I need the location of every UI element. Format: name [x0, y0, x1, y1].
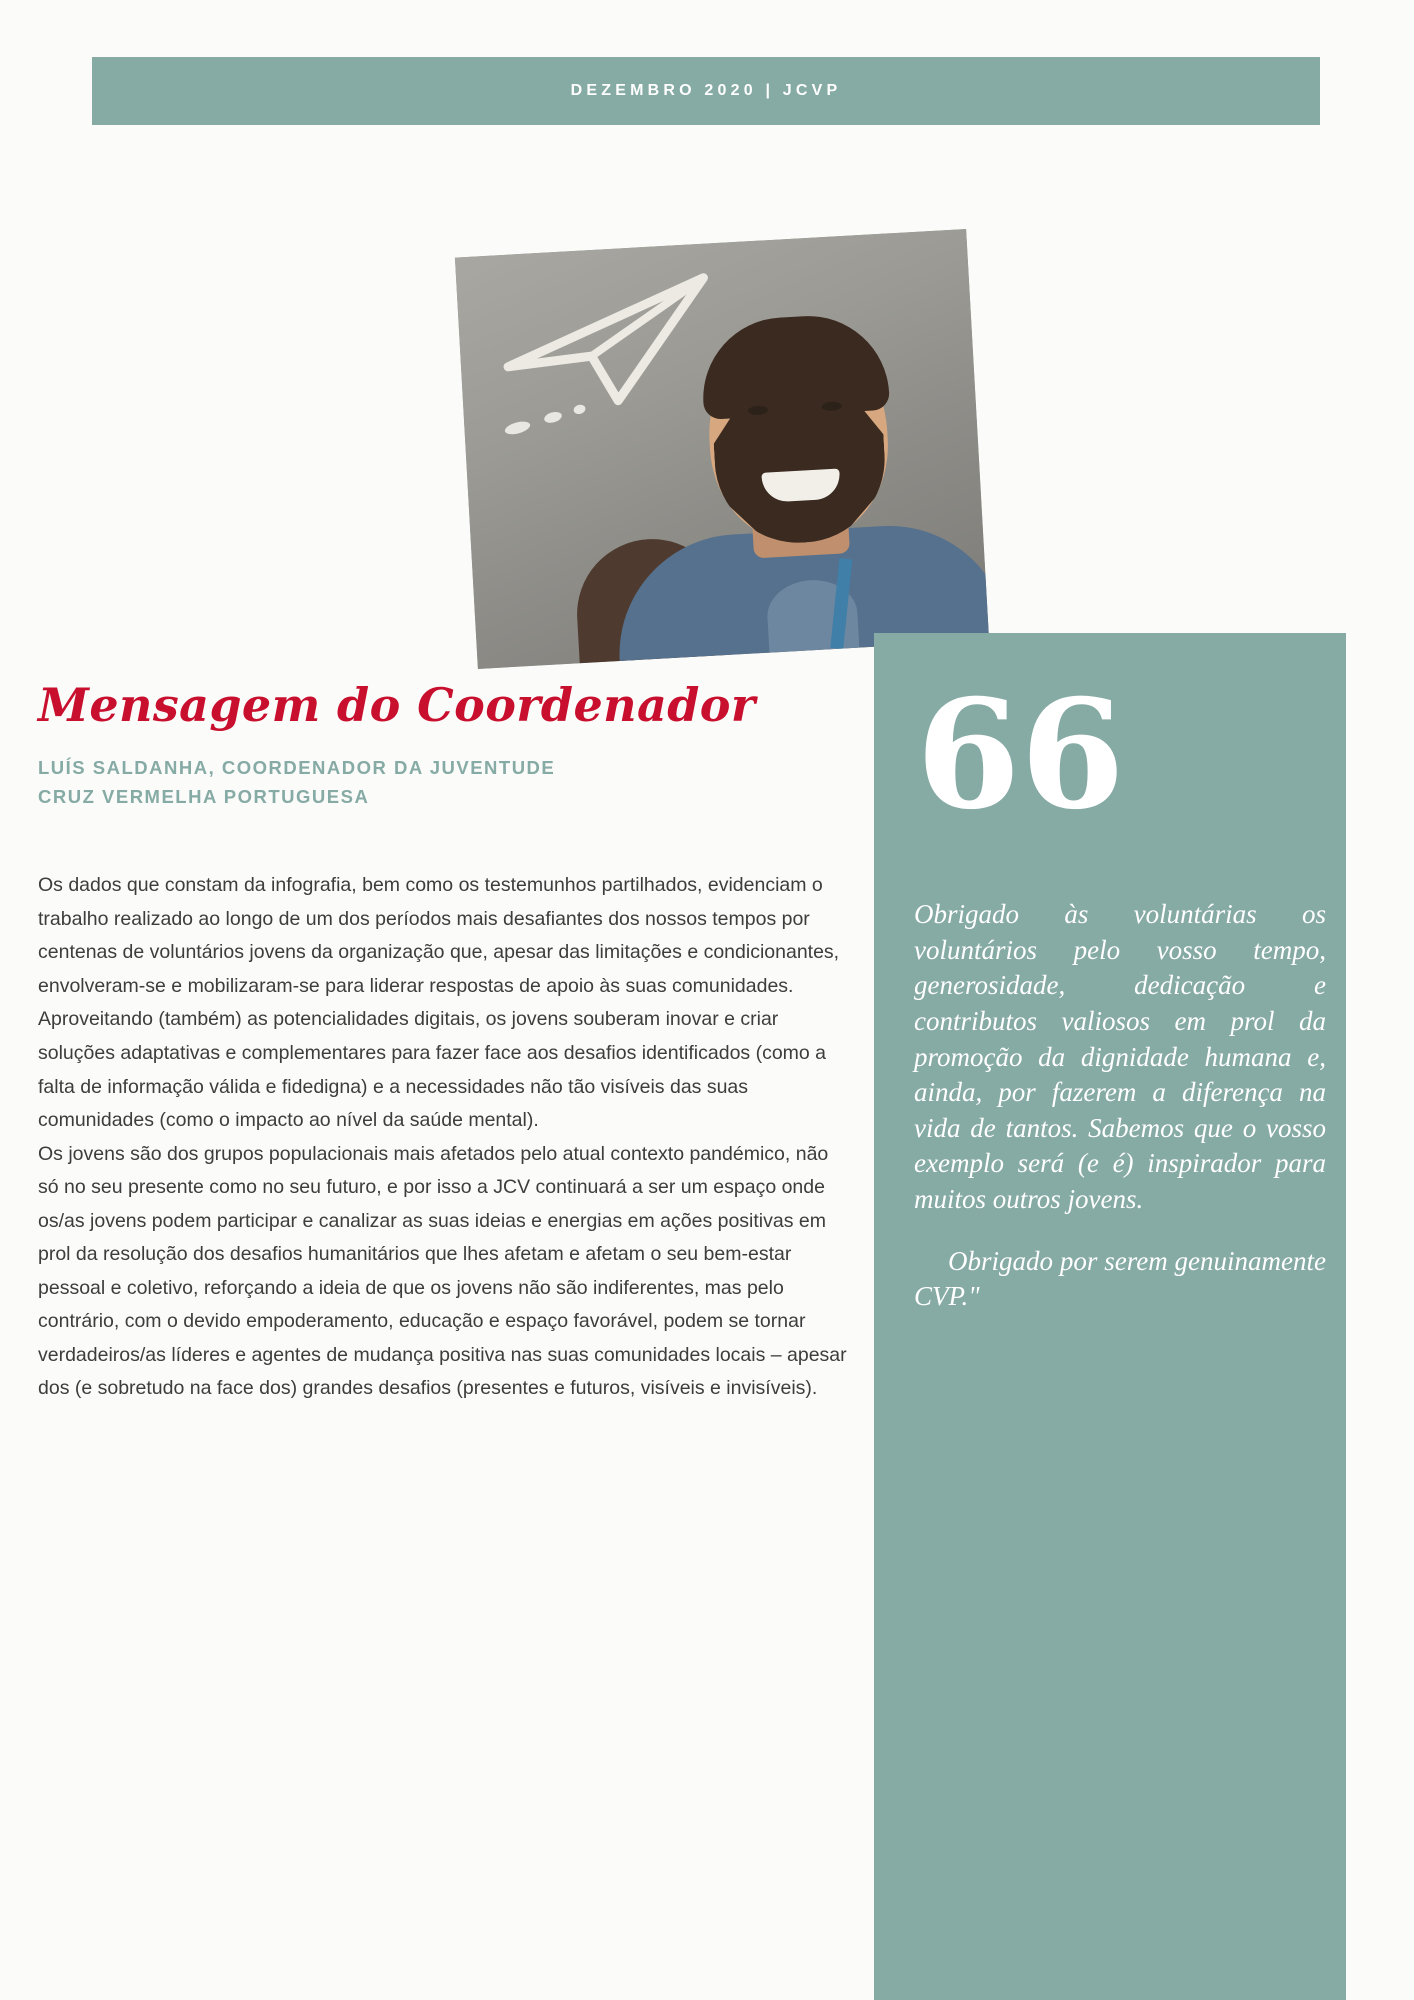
- quote-mark-icon: 66: [916, 667, 1125, 843]
- header-issue-label: DEZEMBRO 2020 | JCVP: [570, 82, 842, 99]
- page-title: Mensagem do Coordenador: [38, 678, 756, 732]
- article-subtitle-line-1: LUÍS SALDANHA, COORDENADOR DA JUVENTUDE: [38, 757, 556, 778]
- article-paragraph-2: Os jovens são dos grupos populacionais mais afetados pelo atual contexto pandémico, não só no seu presente como no seu futuro, e por isso a JCV continuará a ser um espaço onde os/as jovens podem participar e canalizar as suas ideias e energias em ações positivas em prol da resolução dos desafios humanitários que lhes afetam e afetam o seu bem-estar pessoal e coletivo, reforçando a ideia de que os jovens não são indiferentes, mas pelo contrário, com o devido empoderamento, educação e espaço favorável, podem se tornar verdadeiros/as líderes e agentes de mudança positiva nas suas comunidades locais – apesar dos (e sobretudo na face dos) grandes desafios (presentes e futuros, visíveis e invisíveis).: [38, 1142, 847, 1400]
- article-body: [38, 869, 850, 1406]
- article-paragraph-1: Os dados que constam da infografia, bem como os testemunhos partilhados, evidenciam o trabalho realizado ao longo de um dos períodos mais desafiantes dos nossos tempos por centenas de voluntários jovens da organização que, apesar das limitações e condicionantes, envolveram-se e mobilizaram-se para liderar respostas de apoio às suas comunidades. Aproveitando (também) as potencialidades digitais, os jovens souberam inovar e criar soluções adaptativas e complementares para fazer face aos desafios identificados (como a falta de informação válida e fidedigna) e a necessidades não tão visíveis das suas comunidades (como o impacto ao nível da saúde mental).: [38, 874, 840, 1132]
- quote-paragraph-2: Obrigado por serem genuinamente CVP.": [914, 1245, 1326, 1312]
- article-subtitle: [38, 754, 850, 811]
- coordinator-photo: [455, 229, 989, 669]
- article-column: [38, 678, 850, 1406]
- quote-panel: [874, 633, 1346, 2000]
- person-figure: [591, 310, 989, 662]
- article-subtitle-line-2: CRUZ VERMELHA PORTUGUESA: [38, 785, 370, 807]
- quote-body: [914, 897, 1326, 1341]
- photo-background: [455, 229, 989, 669]
- header-band: [92, 57, 1320, 125]
- quote-paragraph-1: Obrigado às voluntárias os voluntários pelo vosso tempo, generosidade, dedicação e contributos valiosos em prol da promoção da dignidade humana e, ainda, por fazerem a diferença na vida de tantos. Sabemos que o vosso exemplo será (e é) inspirador para muitos outros jovens.: [914, 899, 1326, 1214]
